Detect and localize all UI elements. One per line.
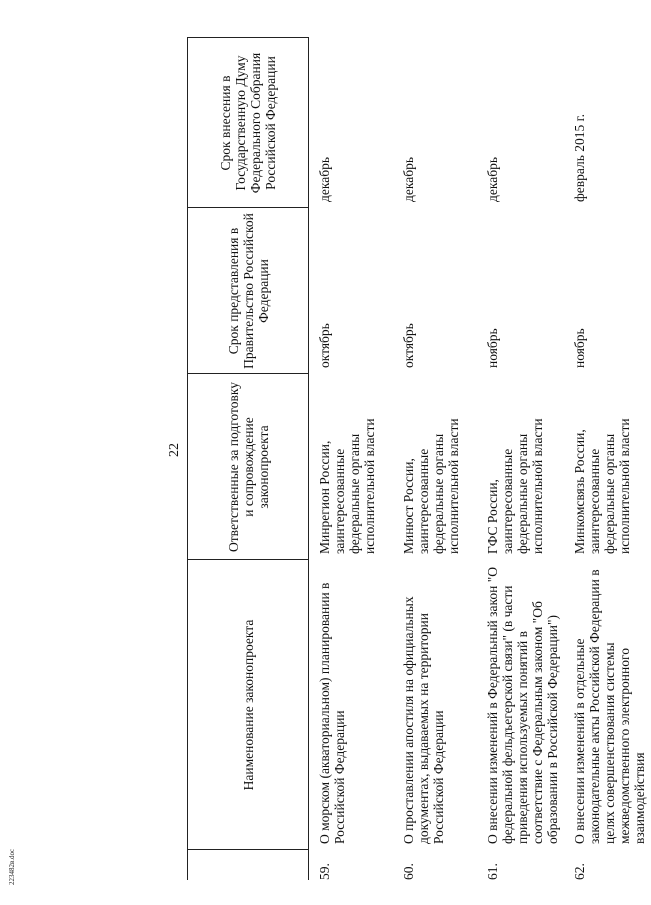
rotated-table-area — [165, 38, 647, 880]
gov-deadline: ноябрь — [572, 328, 587, 368]
table-header-row — [188, 38, 309, 880]
duma-deadline: декабрь — [317, 157, 332, 202]
document-file-id: 223482в.doc — [8, 848, 16, 885]
header-num — [188, 850, 309, 880]
bill-name: О проставлении апостиля на официальных документах, выдаваемых на территории Российской Федерации — [401, 596, 446, 844]
row-number: 60. — [401, 863, 416, 880]
responsible-agency: Минкомсвязь России, заинтересованные федеральные органы исполнительной власти — [572, 418, 632, 554]
table-row — [564, 38, 651, 880]
gov-deadline: ноябрь — [485, 328, 500, 368]
header-duma-deadline: Срок внесения в Государственную Думу Федерального Собрания Российской Федерации — [188, 38, 309, 208]
header-responsible: Ответственные за подготовку и сопровождение законопроекта — [188, 374, 309, 560]
responsible-agency: Минюст России, заинтересованные федеральные органы исполнительной власти — [401, 418, 461, 554]
table-row — [393, 38, 477, 880]
bill-name: О внесении изменений в Федеральный закон "О федеральной фельдъегерской связи" (в части приведения используемых понятий в соответствие с Федеральным законом "Об образовании в Российской Федерации") — [485, 567, 560, 844]
header-gov-deadline: Срок представления в Правительство Российской Федерации — [188, 208, 309, 374]
responsible-agency: ГФС России, заинтересованные федеральные органы исполнительной власти — [485, 418, 545, 554]
header-bill-name: Наименование законопроекта — [188, 560, 309, 850]
bills-table — [187, 38, 651, 881]
row-number: 59. — [317, 863, 332, 880]
page-number: 22 — [167, 443, 182, 457]
duma-deadline: февраль 2015 г. — [572, 113, 587, 202]
bill-name: О морском (акваториальном) планировании в Российской Федерации — [317, 582, 347, 844]
responsible-agency: Минрегион России, заинтересованные федеральные органы исполнительной власти — [317, 418, 377, 554]
table-row — [309, 38, 394, 880]
table-row — [477, 38, 564, 880]
gov-deadline: октябрь — [401, 323, 416, 368]
bill-name: О внесении изменений в отдельные законодательные акты Российской Федерации в целях совершенствования системы межведомственного электронного взаимодействия — [572, 569, 647, 844]
duma-deadline: декабрь — [485, 157, 500, 202]
row-number: 61. — [485, 863, 500, 880]
duma-deadline: декабрь — [401, 157, 416, 202]
row-number: 62. — [572, 863, 587, 880]
gov-deadline: октябрь — [317, 323, 332, 368]
